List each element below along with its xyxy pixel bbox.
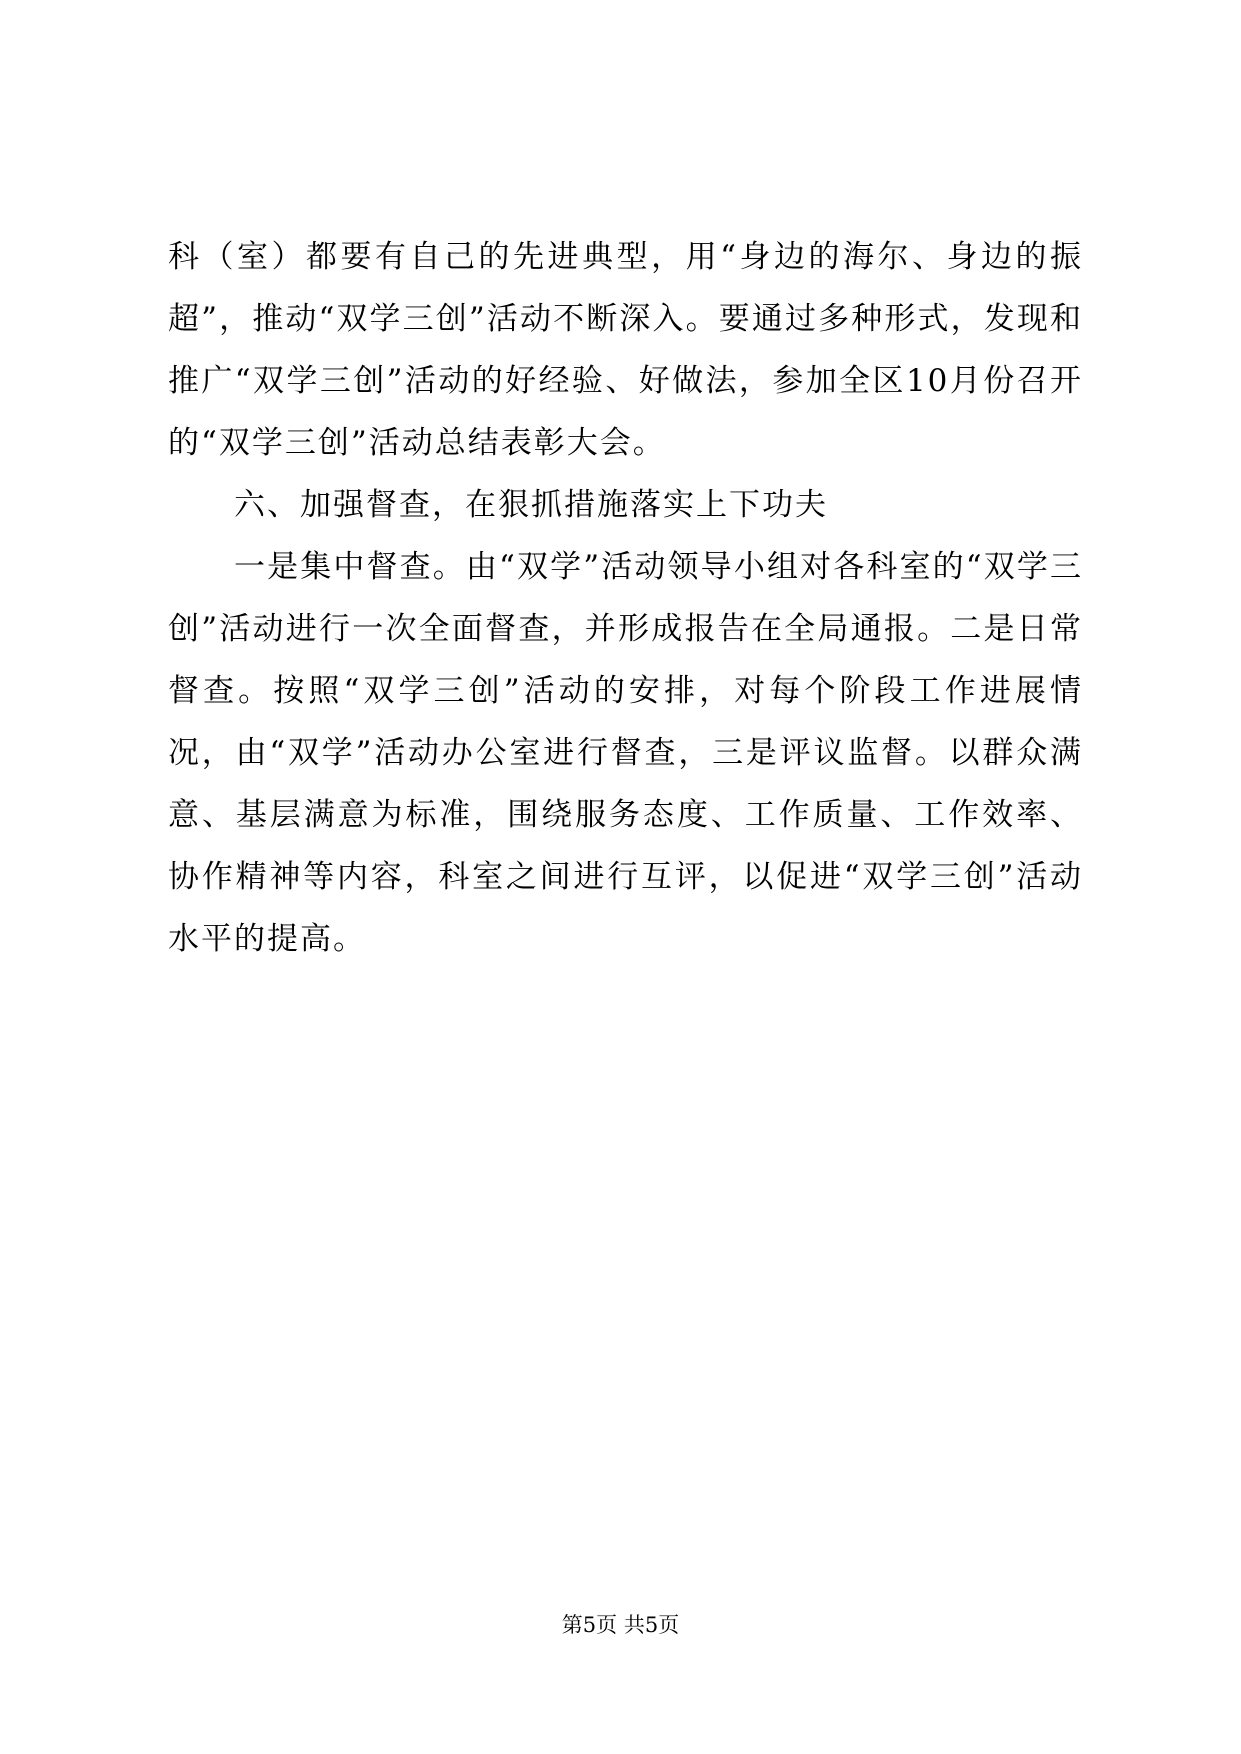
paragraph-continuation: 科（室）都要有自己的先进典型，用“身边的海尔、身边的振超”，推动“双学三创”活动不断深入。要通过多种形式，发现和推广“双学三创”活动的好经验、好做法，参加全区10月份召开的“双学三创”活动总结表彰大会。: [168, 239, 1083, 461]
section-heading: 六、加强督查，在狠抓措施落实上下功夫: [234, 487, 828, 523]
paragraph-inspection: 一是集中督查。由“双学”活动领导小组对各科室的“双学三创”活动进行一次全面督查，并形成报告在全局通报。二是日常督查。按照“双学三创”活动的安排，对每个阶段工作进展情况，由“双学”活动办公室进行督查，三是评议监督。以群众满意、基层满意为标准，围绕服务态度、工作质量、工作效率、协作精神等内容，科室之间进行互评，以促进“双学三创”活动水平的提高。: [168, 549, 1083, 957]
document-body: [168, 226, 1083, 970]
page-footer: 第5页 共5页: [561, 1613, 680, 1637]
